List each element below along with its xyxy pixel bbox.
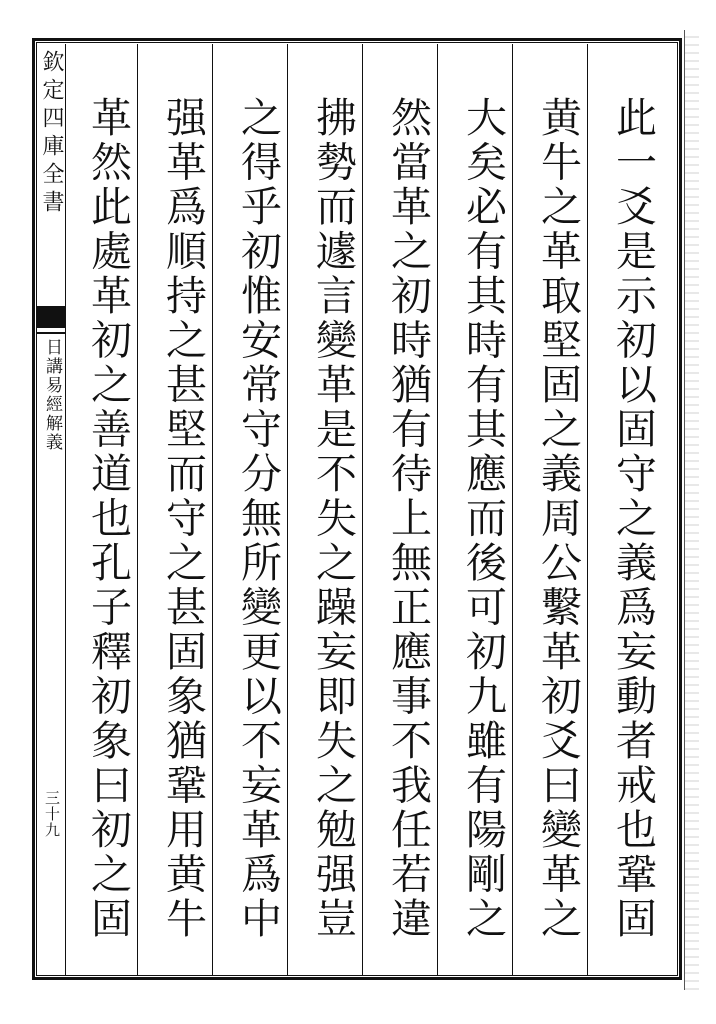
margin-title: 欽定四庫全書 — [39, 50, 64, 218]
text-column-8: 革然此處革初之善道也孔子釋初象曰初之固 — [84, 96, 132, 942]
margin-book-title: 日講易經解義 — [42, 338, 62, 452]
text-column-3: 大矣必有其時有其應而後可初九雖有陽剛之 — [459, 96, 507, 942]
page-edge — [684, 30, 699, 990]
text-column-5: 拂勢而遽言變革是不失之躁妄即失之勉强豈 — [309, 96, 357, 942]
margin-page-number: 三十九 — [43, 790, 61, 838]
text-column-2: 黄牛之革取堅固之義周公繫革初爻曰變革之 — [534, 96, 582, 942]
text-column-7: 强革爲順持之甚堅而守之甚固象猶鞏用黄牛 — [159, 96, 207, 942]
text-column-6: 之得乎初惟安常守分無所變更以不妄革爲中 — [234, 96, 282, 942]
text-column-1: 此一爻是示初以固守之義爲妄動者戒也鞏固 — [609, 96, 657, 942]
text-column-4: 然當革之初時猶有待上無正應事不我任若違 — [384, 96, 432, 942]
fishtail-mark — [36, 306, 66, 328]
fishtail-rule — [36, 332, 66, 334]
